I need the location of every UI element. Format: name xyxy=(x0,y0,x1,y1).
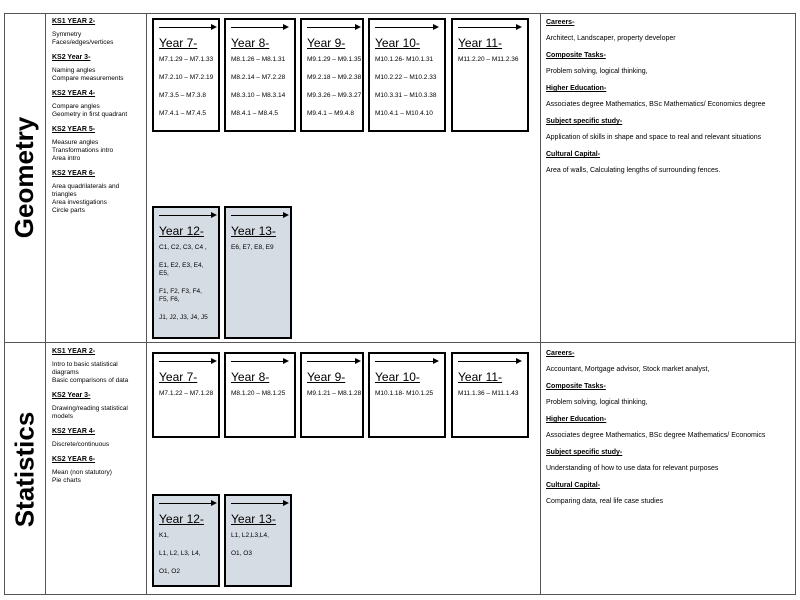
arrow-line xyxy=(458,361,518,362)
objective-codes: M8.3.10 – M8.3.14 xyxy=(231,92,286,99)
objective-codes: M9.4.1 – M9.4.8 xyxy=(307,110,354,117)
info-text: Accountant, Mortgage advisor, Stock market analyst, xyxy=(546,366,710,373)
ks-topic: Pie charts xyxy=(52,477,81,484)
ks-topic: Discrete/continuous xyxy=(52,441,110,448)
arrow-line xyxy=(159,361,213,362)
objective-codes: M7.1.29 – M7.1.33 xyxy=(159,56,214,63)
year-box xyxy=(224,18,296,132)
info-heading: Higher Education- xyxy=(546,416,607,423)
col-divider-1 xyxy=(45,13,46,595)
arrow-head xyxy=(283,24,289,30)
ks-topic: Geometry in first quadrant xyxy=(52,111,128,118)
info-heading: Subject specific study- xyxy=(546,118,623,125)
year-box xyxy=(152,206,220,339)
objective-codes: E6, E7, E8, E9 xyxy=(231,244,274,251)
info-text: Associates degree Mathematics, BSc Mathematics/ Economics degree xyxy=(546,101,766,108)
ks-topic: Symmetry xyxy=(52,31,82,38)
objective-codes: F1, F2, F3, F4, F5, F6, xyxy=(159,288,202,303)
year-box xyxy=(224,352,296,438)
arrow-head xyxy=(283,212,289,218)
year-box xyxy=(300,18,364,132)
arrow-right-icon xyxy=(231,357,289,367)
year-title: Year 13- xyxy=(231,224,276,238)
year-box xyxy=(300,352,364,438)
year-title: Year 13- xyxy=(231,512,276,526)
objective-codes: M10.2.22 – M10.2.33 xyxy=(375,74,437,81)
info-heading: Subject specific study- xyxy=(546,449,623,456)
ks-heading: KS2 YEAR 6- xyxy=(52,456,96,463)
objective-codes: M9.2.18 – M9.2.38 xyxy=(307,74,362,81)
arrow-line xyxy=(159,503,213,504)
arrow-right-icon xyxy=(458,23,522,33)
year-title: Year 8- xyxy=(231,370,270,384)
ks-topic: Faces/edges/vertices xyxy=(52,39,114,46)
arrow-head xyxy=(433,358,439,364)
ks-heading: KS2 YEAR 5- xyxy=(52,126,96,133)
info-heading: Cultural Capital- xyxy=(546,482,601,489)
arrow-line xyxy=(231,215,285,216)
arrow-right-icon xyxy=(159,23,213,33)
year-title: Year 9- xyxy=(307,370,346,384)
objective-codes: M11.1.36 – M11.1.43 xyxy=(458,390,519,397)
year-title: Year 11- xyxy=(458,36,503,50)
objective-codes: L1, L2, L3, L4, xyxy=(159,550,201,557)
year-title: Year 8- xyxy=(231,36,270,50)
objective-codes: M7.1.22 – M7.1.28 xyxy=(159,390,214,397)
ks-column-geometry xyxy=(52,18,144,215)
year-title: Year 9- xyxy=(307,36,346,50)
objective-codes: M11.2.20 – M11.2.36 xyxy=(458,56,519,63)
arrow-head xyxy=(211,500,217,506)
info-heading: Careers- xyxy=(546,19,575,26)
ks-heading: KS2 YEAR 6- xyxy=(52,170,96,177)
objective-codes: L1, L2,L3,L4, xyxy=(231,532,269,539)
arrow-line xyxy=(375,361,435,362)
objective-codes: M9.1.21 – M8.1.28 xyxy=(307,390,362,397)
ks-heading: KS2 Year 3- xyxy=(52,54,91,61)
arrow-head xyxy=(283,358,289,364)
arrow-right-icon xyxy=(231,211,285,221)
ks-topic: models xyxy=(52,413,73,420)
arrow-head xyxy=(355,24,361,30)
objective-codes: M7.2.10 – M7.2.19 xyxy=(159,74,214,81)
arrow-right-icon xyxy=(159,357,213,367)
ks-topic: Measure angles xyxy=(52,139,99,146)
year-title: Year 11- xyxy=(458,370,503,384)
arrow-head xyxy=(283,500,289,506)
ks-topic: Mean (non statutory) xyxy=(52,469,112,476)
arrow-line xyxy=(307,27,357,28)
year-box xyxy=(224,494,292,587)
arrow-right-icon xyxy=(375,23,439,33)
arrow-line xyxy=(375,27,435,28)
objective-codes: M8.1.20 – M8.1.25 xyxy=(231,390,286,397)
ks-topic: Intro to basic statistical diagrams xyxy=(52,361,118,376)
arrow-right-icon xyxy=(159,499,213,509)
objective-codes: M10.1.26- M10.1.31 xyxy=(375,56,434,63)
info-heading: Higher Education- xyxy=(546,85,607,92)
arrow-right-icon xyxy=(159,211,213,221)
year-box xyxy=(152,352,220,438)
objective-codes: M8.2.14 – M7.2.28 xyxy=(231,74,286,81)
arrow-head xyxy=(433,24,439,30)
arrow-head xyxy=(355,358,361,364)
objective-codes: M7.4.1 – M7.4.5 xyxy=(159,110,206,117)
subject-statistics-text: Statistics xyxy=(9,411,40,527)
ks-topic: Compare measurements xyxy=(52,75,124,82)
arrow-right-icon xyxy=(458,357,522,367)
arrow-line xyxy=(231,503,285,504)
arrow-head xyxy=(516,358,522,364)
ks-column-statistics xyxy=(52,348,144,485)
year-title: Year 7- xyxy=(159,36,198,50)
objective-codes: M9.1.29 – M9.1.35 xyxy=(307,56,362,63)
col-divider-2 xyxy=(146,13,147,595)
arrow-right-icon xyxy=(307,357,357,367)
arrow-right-icon xyxy=(375,357,439,367)
ks-heading: KS1 YEAR 2- xyxy=(52,18,96,25)
ks-topic: Drawing/reading statistical xyxy=(52,405,128,412)
objective-codes: C1, C2, C3, C4 , xyxy=(159,244,207,251)
info-text: Architect, Landscaper, property developer xyxy=(546,35,676,42)
year-box xyxy=(152,18,220,132)
year-title: Year 12- xyxy=(159,512,204,526)
arrow-right-icon xyxy=(307,23,357,33)
ks-topic: Area quadrilaterals and triangles xyxy=(52,183,120,198)
objective-codes: J1, J2, J3, J4, J5 xyxy=(159,314,208,321)
year-title: Year 7- xyxy=(159,370,198,384)
objective-codes: M8.1.26 – M8.1.31 xyxy=(231,56,286,63)
info-heading: Cultural Capital- xyxy=(546,151,601,158)
arrow-head xyxy=(211,24,217,30)
objective-codes: M10.1.18- M10.1.25 xyxy=(375,390,434,397)
arrow-line xyxy=(307,361,357,362)
objective-codes: M7.3.5 – M7.3.8 xyxy=(159,92,206,99)
info-text: Problem solving, logical thinking, xyxy=(546,399,648,406)
subject-geometry xyxy=(5,13,45,342)
col-divider-3 xyxy=(540,13,541,595)
year-box xyxy=(224,206,292,339)
ks-topic: Area investigations xyxy=(52,199,107,206)
info-heading: Composite Tasks- xyxy=(546,52,606,59)
objective-codes: M8.4.1 – M8.4.5 xyxy=(231,110,278,117)
info-text: Understanding of how to use data for relevant purposes xyxy=(546,465,719,472)
objective-codes: O1, O3 xyxy=(231,550,252,557)
arrow-right-icon xyxy=(231,499,285,509)
ks-topic: Naming angles xyxy=(52,67,96,74)
objective-codes: M9.3.26 – M9.3.27 xyxy=(307,92,362,99)
subject-statistics xyxy=(5,343,45,595)
ks-heading: KS2 YEAR 4- xyxy=(52,90,96,97)
objective-codes: M10.3.31 – M10.3.38 xyxy=(375,92,437,99)
year-title: Year 12- xyxy=(159,224,204,238)
year-box xyxy=(368,18,446,132)
ks-topic: Area intro xyxy=(52,155,81,162)
year-box xyxy=(152,494,220,587)
ks-heading: KS1 YEAR 2- xyxy=(52,348,96,355)
ks-topic: Basic comparisons of data xyxy=(52,377,129,384)
arrow-line xyxy=(458,27,518,28)
info-text: Area of walls, Calculating lengths of surrounding fences. xyxy=(546,167,721,174)
ks-heading: KS2 Year 3- xyxy=(52,392,91,399)
info-text: Problem solving, logical thinking, xyxy=(546,68,648,75)
arrow-line xyxy=(231,27,285,28)
ks-topic: Compare angles xyxy=(52,103,100,110)
year-title: Year 10- xyxy=(375,370,420,384)
year-title: Year 10- xyxy=(375,36,420,50)
arrow-head xyxy=(516,24,522,30)
year-box xyxy=(451,18,529,132)
year-box xyxy=(368,352,446,438)
objective-codes: M10.4.1 – M10.4.10 xyxy=(375,110,433,117)
subject-geometry-text: Geometry xyxy=(9,116,40,239)
arrow-line xyxy=(231,361,285,362)
arrow-line xyxy=(159,27,213,28)
info-column-statistics xyxy=(546,349,794,514)
year-box xyxy=(451,352,529,438)
arrow-right-icon xyxy=(231,23,289,33)
info-text: Comparing data, real life case studies xyxy=(546,498,664,505)
arrow-head xyxy=(211,358,217,364)
ks-heading: KS2 YEAR 4- xyxy=(52,428,96,435)
info-heading: Composite Tasks- xyxy=(546,383,606,390)
info-heading: Careers- xyxy=(546,350,575,357)
info-text: Associates degree Mathematics, BSc degree Mathematics/ Economics xyxy=(546,432,766,439)
objective-codes: O1, O2 xyxy=(159,568,180,575)
ks-topic: Circle parts xyxy=(52,207,85,214)
arrow-line xyxy=(159,215,213,216)
info-text: Application of skills in shape and space to real and relevant situations xyxy=(546,134,762,141)
objective-codes: K1, xyxy=(159,532,169,539)
row-divider xyxy=(4,342,796,343)
objective-codes: E1, E2, E3, E4, E5, xyxy=(159,262,204,277)
ks-topic: Transformations intro xyxy=(52,147,114,154)
info-column-geometry xyxy=(546,18,794,183)
arrow-head xyxy=(211,212,217,218)
